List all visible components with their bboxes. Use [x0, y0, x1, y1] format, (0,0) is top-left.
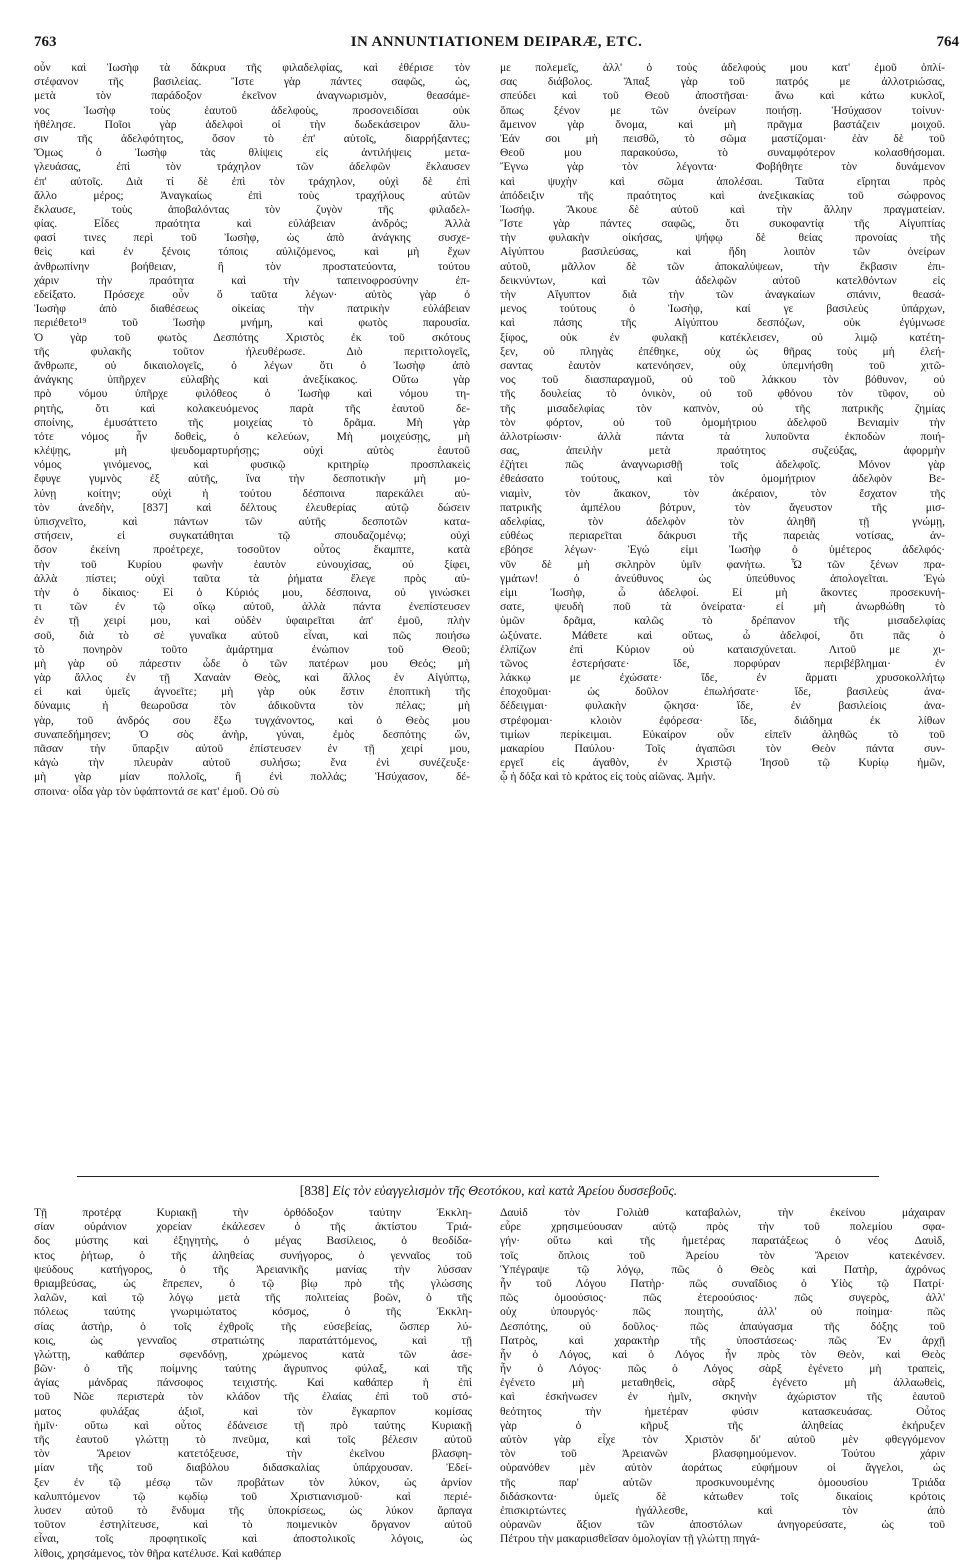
text-line: Ἔγνω γὰρ τὸν λέγοντα· Φοβήθητε τὸν δυνάμενον	[500, 160, 945, 174]
text-line: Αἰγύπτου βασιλεύσας, καὶ ἤδη λοιπὸν τῶν ὀνείρων	[500, 245, 945, 259]
text-line: συναπεδήμησεν; Ὁ σὸς ἀνὴρ, γύναι, ἐμὸς δεσπότης ὤν,	[34, 727, 470, 741]
text-line: Ἐάν σοι μὴ πεισθῶ, τὸ σῶμα μαστίζομαι· ἐὰν δὲ τοῦ	[500, 131, 945, 145]
text-line: ἡμῖν· οὕτω καὶ οὗτος ἐδάνεισε τῇ πρὸ ταύτης Κυριακῇ	[34, 1418, 472, 1432]
text-line: πρὸ νόμου ὑπῆρχε φιλόθεος ὁ Ἰωσὴφ καὶ νόμου τη-	[34, 387, 470, 401]
text-line: πατρικῆς ἀμπέλου βότρυν, τὸν ἄγευστον τῆς μισ-	[500, 500, 945, 514]
text-line: ματος φυλάξας ἀξιοῖ, καὶ τὸν ἔγκαρπον κομίσας	[34, 1404, 472, 1418]
text-line: ξίφος, οὐκ ἐν φυλακῇ κατέκλεισεν, οὐ λιμῷ κατέτη-	[500, 330, 945, 344]
text-line: Τῇ προτέρᾳ Κυριακῇ τὴν ὀρθόδοξον ταύτην Ἐκκλη-	[34, 1206, 472, 1219]
text-line: φασί τινες περὶ τοῦ Ἰωσὴφ, ὡς ἀπὸ ἀνάγκης συσχε-	[34, 231, 470, 245]
text-line: χάριν τὴν πραότητα καὶ τὴν ταπεινοφροσύνην ἐπ-	[34, 273, 470, 287]
text-line: ἐγένετο μὴ μεταθηθεὶς, σὰρξ ἐγένετο μὴ ἀλλαωθεὶς,	[500, 1376, 945, 1390]
text-line: τὸν Ἄρειον κατετόξευσε, τὴν ἐκεῖνου βλασφη-	[34, 1447, 472, 1461]
text-line: μακαρίου Παύλου· Τοῖς ἀγαπῶσι τὸν Θεὸν πάντα συν-	[500, 742, 945, 755]
text-line: θεότητος τὴν ἡμετέραν φύσιν κατασκευάσας. Οὗτος	[500, 1404, 945, 1418]
text-line: ἀνθρωπίνην βοήθειαν, ἢ τὸν προστατεύοντα, τούτου	[34, 259, 470, 273]
text-line: λίθοις, χρησάμενος, τὸν θῆρα κατέλυσε. Καὶ καθάπερ	[34, 1546, 282, 1560]
text-line: σιν τῆς ἀδελφότητος, ὅσον τὸ ἐπ' αὐτοῖς, διαρρήξαντες;	[34, 131, 470, 145]
text-line: Ὑπέγραψε τῷ λόγῳ, πῶς ὁ Θεὸς καὶ Πατὴρ, ἀχρόνως	[500, 1262, 945, 1276]
text-line: αὐτὸν γὰρ εἶχε τὸν Χριστὸν δι' αὐτοῦ μὲν φθεγγόμενον	[500, 1433, 945, 1446]
text-line: ξεν ἐν τῷ μέσῳ τῶν προβάτων τὸν λύκον, ὡς ἀρνίον	[34, 1475, 472, 1489]
text-line: γὰρ, τοῦ ἀνδρός σου ἔξω τυγχάνοντος, καὶ ὁ Θεὸς μου	[34, 713, 470, 727]
text-column-top-right	[500, 61, 945, 1161]
text-line: θεὶς καὶ ἐν ξένοις τόποις αὐλιζόμενος, καὶ μὴ ἔχων	[34, 245, 470, 259]
text-line: δεικνύντων, καὶ τῶν ἀδελφῶν αὐτοῦ κατελθόντων εἰς	[500, 273, 945, 287]
section-number: [838]	[299, 1183, 330, 1198]
text-line: θριαμβεύσας, ὡς ἔπρεπεν, ὁ τῷ βίῳ πρὸ τῆς γλώσσης	[34, 1276, 472, 1290]
text-line: εἶναι, τοῖς προφητικοῖς καὶ ἀποστολικοῖς λόγοις, ὡς	[34, 1532, 472, 1546]
text-line: εβόησε λέγων· Ἐγώ εἰμι Ἰωσὴφ ὁ ὑμέτερος ἀδελφός·	[500, 543, 945, 557]
text-line: ἦν ὁ Λόγος· πῶς ὁ Λόγος σὰρξ ἐγένετο μὴ τραπεὶς,	[500, 1362, 945, 1376]
text-line: τὴν Αἴγυπτον διὰ τὴν τῶν ἀναγκαίων σπάνιν, θεασά-	[500, 288, 945, 301]
text-line: εὐθέως περιαρεῖται δάκρυσι τῆς παρειὰς νοτίσας, ἀν-	[500, 529, 945, 543]
text-line: ἔκλαυσε, τοὺς ἀποβαλόντας τὸν ζυγὸν τῆς φιλαδελ-	[34, 202, 470, 216]
text-line: γλώττῃ, καθάπερ σφενδόνῃ, χρώμενος κατὰ τῶν ἀσε-	[34, 1347, 472, 1361]
text-line: τὸν τοῦ Ἀρειανῶν βλασφημούμενον. Τούτου χάριν	[500, 1447, 945, 1461]
text-line: μὴ γὰρ μίαν πολλοῖς, ἢ ἐνὶ πολλάς; Ἡσύχασον, δέ-	[34, 770, 470, 784]
text-line: ἐλπίζων ἐπὶ Κύριον οὐ καταισχύνεται. Λιτοῦ με χι-	[500, 642, 945, 656]
text-line: τὴν φυλακὴν οἰκήσας, ψήφῳ δὲ θείας προνοίας τῆς	[500, 231, 945, 245]
text-line: τῆς μισαδελφίας τὸν καπνὸν, οὐ τῆς πατρικῆς ζημίας	[500, 401, 945, 415]
text-line: εἰ καὶ ὑμεῖς ἀγνοεῖτε; μὴ γὰρ οὐκ ἔστιν ἐποπτικὴ τῆς	[34, 685, 470, 699]
text-line: στέφανον τῆς βασιλείας. Ἴστε γὰρ πάντες σαφῶς, ὡς,	[34, 75, 470, 89]
text-line: ὅπως ξένον με τῶν ὀνείρων ποιήσῃ. Ἡσύχασον τοίνυν·	[500, 103, 945, 117]
text-line: τῆς φυλακῆς τοῦτον ἠλευθέρωσε. Διὸ περιττολογεῖς,	[34, 344, 470, 358]
text-line: σίας ἀστὴρ, ὁ τοῖς ἐχθροῖς τῆς εὐσεβείας, ὥσπερ λύ-	[34, 1319, 472, 1333]
text-line: κοις, ὡς γενναῖος στρατιώτης παρατάττόμενος, καὶ τῇ	[34, 1333, 472, 1347]
text-line: σίαν οὐράνιον χορείαν ἐκάλεσεν ὁ τῆς ἀκτίστου Τριά-	[34, 1220, 472, 1234]
text-line: ἐν τῇ χειρί μου, καὶ οὐδὲν ὑφαιρεῖται ἀπ' ἐμοῦ, πλὴν	[34, 614, 470, 628]
text-line: τοῖς ὅπλοις τοῦ Ἀρείου τὸν Ἄρειον κατεκένσεν.	[500, 1248, 945, 1262]
text-line: φίας. Εἶδες πραότητα καὶ εὐλάβειαν ἀνδρός; Ἀλλὰ	[34, 217, 470, 231]
text-line: ἀλλοτρίωσιν· ἀλλὰ πάντα τὰ λυποῦντα ἐκποδὼν ποιή-	[500, 429, 945, 443]
text-line: λύνῃ κοίτην; οὐχὶ ἡ τούτου δέσποινα παρεκάλει αὐ-	[34, 486, 470, 500]
text-line: ἄλλο μέρος; Ἀναγκαίως ἐπὶ τοὺς τραχήλους αὐτῶν	[34, 188, 470, 202]
text-line: νόμος γινόμενος, καὶ φυσικῷ κριτηρίῳ προσπλακεὶς	[34, 458, 470, 472]
section-title-text: Εἰς τὸν εὐαγγελισμὸν τῆς Θεοτόκου, καὶ κατὰ Ἀρείου δυσσεβοῦς.	[332, 1183, 678, 1198]
text-line: Ὅμως ὁ Ἰωσὴφ τὰς θλίψεις εἰς ἀντιλήψεις μετα-	[34, 146, 470, 160]
text-line: ὑμῶν δρᾶμα, καλῶς τὸ δρέπανον τῆς μισαδελφίας	[500, 614, 945, 628]
text-line: αὐτοῦ, μᾶλλον δὲ τῶν ἀποκαλύψεων, τὴν ἔκβασιν ἐπι-	[500, 259, 945, 273]
text-line: στήσειν, εἰ συγκατάθηται τῷ σπουδαζομένῳ; οὐχὶ	[34, 529, 470, 543]
text-line: νος Ἰωσὴφ τοὺς ἑαυτοῦ ἀδελφοὺς, προσονειδίσαι οὐκ	[34, 103, 470, 117]
text-line: γμάτων! ὁ ἀνεύθυνος ὡς ὑπεύθυνος ἀπολογεῖται. Ἐγώ	[500, 571, 945, 585]
text-line: κλέψῃς, μὴ ψευδομαρτυρήσῃς; οὐχὶ αὐτὸς ἑαυτοῦ	[34, 444, 470, 458]
text-line: ἀπόδειξιν τῆς πραότητος καὶ ἀνεξικακίας τοῦ σώφρονος	[500, 188, 945, 202]
text-line: ξεν, οὐ πληγὰς ἐπέθηκε, οὐχ ὡς θῆρας τοὺς μὴ ἐλεή-	[500, 344, 945, 358]
text-line: με πολεμεῖς, ἀλλ' ὁ τοὺς ἀδελφούς μου κατ' ἐμοῦ ὁπλί-	[500, 61, 945, 74]
text-line: γλευάσας, ἐπὶ τὸν τράχηλον τῶν ἀδελφῶν ἔκλαυσεν	[34, 160, 470, 174]
text-line: ἁγίας μάνδρας πάνσοφος τειχιστής. Καὶ καθάπερ ἡ ἐπὶ	[34, 1376, 472, 1390]
text-line: τιμίων περίκειμαι. Εὐκαίρον οὖν εἰπεῖν ἀληθῶς τὸ τοῦ	[500, 727, 945, 741]
text-line: εὗρε χρησιμεύουσαν αὐτῷ πρὸς τὴν τοῦ πολεμίου σφα-	[500, 1220, 945, 1234]
text-line: ἀλλὰ πίστει; οὐχὶ ταῦτα τὰ ῥήματα ἔλεγε πρὸς αὐ-	[34, 571, 470, 585]
text-line: τὴν τοῦ Κυρίου φωνὴν ἑαυτὸν εὐνουχίσας, οὐ ξίφει,	[34, 557, 470, 571]
text-line: Δεσπότης, οὐ δοῦλος· πῶς ἀπαύγασμα τῆς δόξης τοῦ	[500, 1319, 945, 1333]
text-line: σας διάβολος. Ἅπαξ γὰρ τοῦ πατρός με ἀλλοτριώσας,	[500, 75, 945, 89]
text-line: εδείξατο. Πρόσεχε οὖν ὅ ταῦτα λέγων· αὐτὸς γὰρ ὁ	[34, 288, 470, 301]
text-line: τὸ πονηρὸν τοῦτο ἁμάρτημα ἐνώπιον τοῦ Θεοῦ;	[34, 642, 470, 656]
text-line: δύναμις ἡ θεωροῦσα τὸν ἀδικοῦντα τὸν πέλας; μὴ	[34, 699, 470, 713]
text-line: νος τοῦ διασπαραγμοῦ, οὐ τοῦ λάκκου τὸν βόθυνον, οὐ	[500, 373, 945, 387]
text-line: κτος ῥήτωρ, ὁ τῆς ἀληθείας συνήγορος, ὁ γενναῖος τοῦ	[34, 1248, 472, 1262]
text-column-top-left	[34, 61, 470, 1161]
text-line: τὸν ἀνεδὴν, [837] καὶ δέλτους ἐλευθερίας αὐτῷ δώσειν	[34, 500, 470, 514]
text-line: ψεύδους κατήγορος, ὁ τῆς Ἀρειανικῆς μανίας τὴν λύσσαν	[34, 1262, 472, 1276]
text-line: πᾶσαν τὴν ὕπαρξιν αὐτοῦ ἐπίστευσεν ἐν τῇ χειρί μου,	[34, 742, 470, 755]
text-line: οὐρανῶν ἄξιον τῶν ἀποστόλων ἀνηγορεύσατε, ὡς τοῦ	[500, 1518, 945, 1532]
section-divider	[77, 1176, 879, 1177]
text-line: σας, ἀπειλὴν μετὰ πραότητος συζεύξας, ἀφορμὴν	[500, 444, 945, 458]
text-line: σαντας ἑαυτὸν κατενόησεν, οὐχ ὑπεμνήσθη τοῦ χιτῶ-	[500, 358, 945, 372]
text-column-bottom-left	[34, 1206, 472, 1560]
text-line: ἠθέλησε. Ποῖοι γὰρ ἀδελφοὶ οἱ τὴν δωδεκάσειρον ἅλυ-	[34, 117, 470, 131]
text-line: μετὰ τὸν παράδοξον ἐκεῖνον ἀναγνωρισμὸν, θεασάμε-	[34, 89, 470, 103]
text-line: τῆς ἑαυτοῦ γλώττῃ τὸ πνεῦμα, καὶ τοῖς βέλεσιν αὐτοῦ	[34, 1433, 472, 1446]
text-line: τῆς δουλείας τὸ ὀνικὸν, οὐ τοῦ φθόνου τὸν τῦφον, οὐ	[500, 387, 945, 401]
text-line: Ἰωσήφ. Ἄκουε δὲ αὐτοῦ καὶ τὴν ἄλλην πραγματείαν.	[500, 202, 945, 216]
text-line: μὴ γὰρ οὐ πάρεστιν ὧδε ὁ τῶν πατέρων μου Θεός; μὴ	[34, 656, 470, 670]
text-line: λυσεν αὐτοῦ τὸ ἔνδυμα τῆς ὑποκρίσεως, ὡς λύκον ἅρπαγα	[34, 1503, 472, 1517]
text-line: καὶ ἐσκήνωσεν ἐν ἡμῖν, σκηνὴν ἀχώριστον τῆς ἑαυτοῦ	[500, 1390, 945, 1404]
text-line: νιαμὶν, τὸν ἄκακον, τὸν ἀκέραιον, τὸν ἔσχατον τῆς	[500, 486, 945, 500]
text-line: νῦν δὲ μὴ σκληρὸν ὑμῖν φανήτω. Ὦ τῶν ξένων πρα-	[500, 557, 945, 571]
text-line: τότε νόμος ἦν δοθεὶς, ὁ κελεύων, Μὴ μοιχεύσῃς, μὴ	[34, 429, 470, 443]
text-line: Πέτρου τὴν μακαριισθεῖσαν ὁμολογίαν τῇ γλώττῃ πηγά-	[500, 1532, 760, 1546]
text-line: οὖν καὶ Ἰωσὴφ τὰ δάκρυα τῆς φιλαδελφίας, καὶ ἐθέρισε τὸν	[34, 61, 470, 74]
text-line: μενος τούτους ὁ Ἰωσὴφ, καί γε βασιλεὺς ὑπάρχων,	[500, 302, 945, 316]
text-line: ἐποχοῦμαι· ὡς δοῦλον ἐπωλήσατε· ἴδε, βασιλεὺς ἀνα-	[500, 685, 945, 699]
text-line: καλυπτόμενον τῷ κῳδίῳ τοῦ Χριστιανισμοῦ· καὶ περιέ-	[34, 1489, 472, 1503]
text-line: οὐχ ὑπουργός· πῶς ποιητὴς, ἀλλ' οὐ ποίημα· πῶς	[500, 1305, 945, 1319]
text-column-bottom-right	[500, 1206, 945, 1546]
text-line: τι τῶν ἐν τῷ οἴκῳ αὐτοῦ, ἀλλὰ πάντα ἐνεπίστευσεν	[34, 600, 470, 614]
running-header	[34, 34, 959, 64]
text-line: περιέθετο¹⁹ τοῦ Ἰωσὴφ μνήμη, καὶ φωτὸς παρουσία.	[34, 316, 470, 330]
text-line: σοῦ, διὰ τὸ σὲ γυναῖκα αὐτοῦ εἶναι, καὶ πῶς ποιήσω	[34, 628, 470, 642]
text-line: ὅσον ἐκείνη προέτρεχε, τοσοῦτον οὗτος ἔκαμπτε, κατὰ	[34, 543, 470, 557]
text-line: λάκκῳ με ἐχώσατε· ἴδε, ἐν ἅρματι χρυσοκολλήτῳ	[500, 671, 945, 685]
text-line: λαλῶν, καὶ τῷ λόγῳ μετὰ τῆς πολιτείας βοῶν, ὁ τῆς	[34, 1291, 472, 1305]
text-line: τῶνος ἐστερήσατε· ἴδε, πορφύραν περιβέβλημαι· ἐν	[500, 656, 945, 670]
text-line: ἐπισκιρτώντες ἠγάλλεσθε, καὶ τὸν ἀπὸ	[500, 1503, 945, 1517]
text-line: ὑπισχνεῖτο, καὶ πάντων τῶν αὐτῆς δεσποτῶν κατα-	[34, 515, 470, 528]
text-line: ἦν τοῦ Λόγου Πατὴρ· πῶς συναΐδιος ὁ Υἱὸς τῷ Πατρί·	[500, 1276, 945, 1290]
text-line: τοῦτον ἐστηλίτευσε, καὶ τὸ ποιμενικὸν ὄργανον αὐτοῦ	[34, 1518, 472, 1532]
text-line: βῶν· ὁ τῆς ποίμνης ταύτης ἄγρυπνος φύλαξ, καὶ τῆς	[34, 1362, 472, 1376]
text-line: αδελφίας, τὸν ἀδελφὸν τὸν ἀληθῆ τῇ γνώμῃ,	[500, 515, 945, 528]
text-line: οὐρανόθεν μὲν αὐτὸν ἀοράτως εὐφήμουν οἱ ἄγγελοι, ὡς	[500, 1461, 945, 1475]
text-line: Ὁ γὰρ τοῦ φωτὸς Δεσπότης Χριστὸς ἐκ τοῦ σκότους	[34, 330, 470, 344]
text-line: ἄνθρωπε, οὐ δικαιολογεῖς, ὁ λέγων ὅτι ὁ Ἰωσὴφ ἀπὸ	[34, 358, 470, 372]
page-number-right: 764	[936, 34, 959, 50]
text-line: ᾧ ἡ δόξα καὶ τὸ κράτος εἰς τοὺς αἰῶνας. Ἀμήν.	[500, 770, 716, 784]
text-line: τὴν ὁ δίκαιος· Εἰ ὁ Κύριός μου, δέσποινα, οὐ γινώσκει	[34, 585, 470, 599]
text-line: σπεύδει καὶ τοῦ Θεοῦ ἀποστῆσαι· ἄνω καὶ κάτω κυκλοῖ,	[500, 89, 945, 103]
text-line: Θεοῦ μου παρακούσω, τὸ συναμφότερον κολασθήσομαι.	[500, 146, 945, 160]
text-line: γὰρ ὁ κῆρυξ τῆς ἀληθείας ἐκήρυξεν	[500, 1418, 945, 1432]
text-line: ἦν ὁ Λόγος, καὶ ὁ Λόγος ἦν πρὸς τὸν Θεὸν, καὶ Θεὸς	[500, 1347, 945, 1361]
text-line: σποίνης, ἐμυσάττετο τῆς μοιχείας τὸ δρᾶμα. Μὴ γὰρ	[34, 415, 470, 429]
text-line: μίαν τῆς τοῦ διαβόλου διδασκαλίας ὑπάρχουσαν. Ἐδεί-	[34, 1461, 472, 1475]
text-line: κἀγὼ τὴν πλευρὰν αὐτοῦ συλήσω; ἕνα ἐνὶ συνέζευξε·	[34, 756, 470, 770]
page-number-left: 763	[34, 34, 57, 50]
text-line: Ἰωσὴφ ἀπὸ διαθέσεως οἰκείας τὴν πατρικὴν εὐλάβειαν	[34, 302, 470, 316]
text-line: διδάσκοντα· ὑμεῖς δὲ κάτωθεν τοῖς δικαίοις κρότοις	[500, 1489, 945, 1503]
text-line: γὰρ ἄλλος ἐν τῇ Χαναὰν Θεὸς, καὶ ἄλλος ἐν Αἰγύπτῳ,	[34, 671, 470, 685]
text-line: ἐζήτει πῶς ἀναγνωρισθῇ τοῖς ἀδελφοῖς. Μόνον γὰρ	[500, 458, 945, 472]
text-line: πόλεως ταύτης γνωριμώτατος κόσμος, ὁ τῆς Ἐκκλη-	[34, 1305, 472, 1319]
text-line: στρέφομαι· κλοιὸν ἐφόρεσα· ἴδε, διάδημα ἐκ λίθων	[500, 713, 945, 727]
text-line: ἐπ' αὐτοῖς. Διὰ τί δὲ ἐπὶ τὸν τράχηλον, οὐχὶ δὲ ἐπὶ	[34, 174, 470, 188]
text-line: ἀνάγκης ὑπῆρχεν εὐλαβὴς καὶ ἀνεξίκακος. Οὕτω γὰρ	[34, 373, 470, 387]
text-line: γήν· οὕτω καὶ τῆς ἡμετέρας παρατάξεως ὁ νέος Δαυὶδ,	[500, 1234, 945, 1248]
text-line: σατε, ψευδὴ ποῦ τὰ ὀνείρατα· εἰ μὴ ἀνωρθώθη τὸ	[500, 600, 945, 614]
text-line: ἔφυγε γυμνὸς ἐξ αὐτῆς, ἵνα τὴν δεσποτικὴν μὴ μο-	[34, 472, 470, 486]
text-line: σποινα· οἶδα γὰρ τὸν ὑφάπτοντά σε κατ' ἐμοῦ. Οὐ σὺ	[34, 784, 280, 798]
text-line: τῆς παρ' αὐτῶν προσκυνουμένης ὁμοουσίου Τριάδα	[500, 1475, 945, 1489]
text-line: ρητὴς, ὅτι καὶ κολακευόμενος παρὰ τῆς ἑαυτοῦ δε-	[34, 401, 470, 415]
text-line: δέδειγμαι· φυλακὴν ᾤκησα· ἴδε, ἐν βασιλείοις ἀνα-	[500, 699, 945, 713]
text-line: εργεῖ εἰς ἀγαθὸν, ἐν Χριστῷ Ἰησοῦ τῷ Κυρίῳ ἡμῶν,	[500, 756, 945, 770]
text-line: τὸν φόρτον, οὐ τοῦ ὁμομήτριου ἀδελφοῦ Βενιαμὶν τὴν	[500, 415, 945, 429]
text-line: πῶς ὁμοούσιος· πῶς ἐτεροούσιος· πῶς συγερὸς, ἀλλ'	[500, 1291, 945, 1305]
text-line: ἄμεινον γὰρ ὄνομα, καὶ μὴ πρᾶγμα βαστάζειν μοιχοῦ.	[500, 117, 945, 131]
section-heading	[0, 1183, 977, 1199]
text-line: τοῦ Νῶε περιστερὰ τὸν κλάδον τῆς ἐλαίας ἐπὶ τοῦ στό-	[34, 1390, 472, 1404]
text-line: εἰμι Ἰωσὴφ, ὦ ἀδελφοί. Εἰ μὴ ἄκοντες προσεκυνή-	[500, 585, 945, 599]
text-line: δος μύστης καὶ ἐξηγητὴς, ὁ μέγας Βασίλειος, ὁ θεοδίδα-	[34, 1234, 472, 1248]
text-line: Ἴστε γὰρ πάντες σαφῶς, ὅτι συκοφαντίᾳ τῆς Αἰγυπτίας	[500, 217, 945, 231]
text-line: ἐθεάσατο τούτους, καὶ τὸν ὁμομήτριον ἀδελφὸν Βε-	[500, 472, 945, 486]
running-title: IN ANNUNTIATIONEM DEIPARÆ, ETC.	[350, 34, 643, 50]
text-line: ὠξύνατε. Μάθετε καὶ οὕτως, ὦ ἀδελφοί, ὅτι πᾶς ὁ	[500, 628, 945, 642]
text-line: Δαυὶδ τὸν Γολιὰθ καταβαλὼν, τὴν ἐκείνου μάχαιραν	[500, 1206, 945, 1219]
text-line: καὶ πάσης τῆς Αἰγύπτου δεσπόζων, οὐκ ἐγύμνωσε	[500, 316, 945, 330]
text-line: Πατρὸς, καὶ χαρακτὴρ τῆς ὑποστάσεως· πῶς Ἐν ἀρχῇ	[500, 1333, 945, 1347]
text-line: καὶ ψυχὴν καὶ σῶμα ἀπολέσαι. Ταῦτα εἴρηται πρὸς	[500, 174, 945, 188]
